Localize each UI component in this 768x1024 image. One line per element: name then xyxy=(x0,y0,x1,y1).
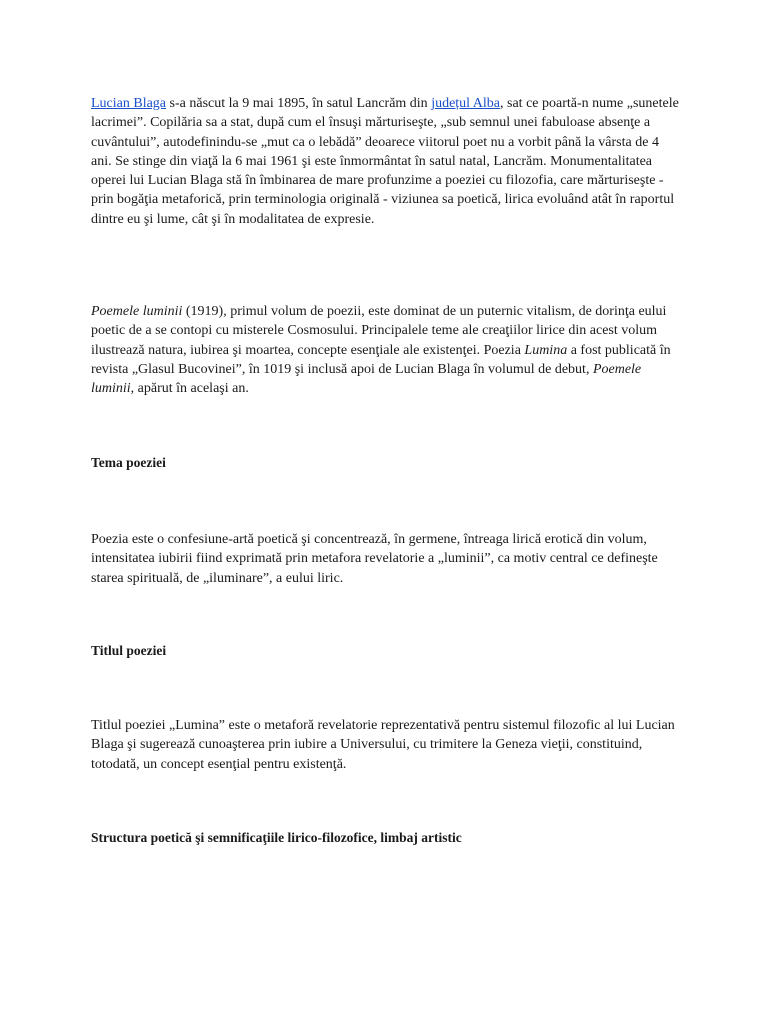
theme-paragraph: Poezia este o confesiune-artă poetică şi concentrează, în germene, întreaga lirică erotică din volum, intensitatea iubirii fiind exprimată prin metafora revelatorie a „luminii”, ca motiv central ce defineşte starea spirituală, de „iluminare”, a eului liric. xyxy=(91,532,658,586)
section-heading-structura: Structura poetică şi semnificaţiile lirico-filozofice, limbaj artistic xyxy=(91,830,462,845)
volume-title-italic: Poemele luminii xyxy=(91,304,183,319)
biography-text-2: , sat ce poartă-n nume „sunetele lacrimei”. Copilăria sa a stat, după cum el însuşi mărturiseşte, „sub semnul unei fabuloase absenţe a cuvântului”, autodefinindu-se „mut ca o lebădă” deoarece viitorul poet nu a vorbit până la vârsta de 4 ani. Se stinge din viaţă la 6 mai 1961 şi este înmormântat în satul natal, Lancrăm. Monumentalitatea operei lui Lucian Blaga stă în îmbinarea de mare profunzime a poeziei cu filozofia, care mărturiseşte - prin bogăţia metaforică, prin terminologia originală - viziunea sa poetică, lirica evoluând atât în raportul dintre eu şi lume, cât şi în modalitatea de expresie. xyxy=(91,96,679,227)
section-heading-tema: Tema poeziei xyxy=(91,455,166,470)
judetul-alba-link[interactable]: județul Alba xyxy=(431,96,501,111)
volume-text-3: , apărut în acelaşi an. xyxy=(130,381,249,397)
biography-text-1: s-a născut la 9 mai 1895, în satul Lancrăm din xyxy=(166,96,432,111)
lucian-blaga-link[interactable]: Lucian Blaga xyxy=(91,96,167,111)
volume-text-2: a fost publicată în revista „Glasul Bucovinei”, în 1019 şi inclusă apoi de Lucian Blaga în volumul de debut, xyxy=(91,342,671,377)
title-paragraph: Titlul poeziei „Lumina” este o metaforă revelatorie reprezentativă pentru sistemul filozofic al lui Lucian Blaga şi sugerează cunoaşterea prin iubire a Universului, cu trimitere la Geneza vieţii, constituind, totodată, un concept esenţial pentru existenţă. xyxy=(91,718,675,772)
section-heading-titlul: Titlul poeziei xyxy=(91,643,167,658)
volume-title-italic-2: Poemele luminii xyxy=(91,361,642,397)
poem-title-italic: Lumina xyxy=(524,342,568,358)
volume-text-1: (1919), primul volum de poezii, este dominat de un puternic vitalism, de dorinţa eului poetic de a se contopi cu misterele Cosmosului. Principalele teme ale creaţiilor lirice din acest volum ilustrează natura, iubirea şi moartea, concepte esenţiale ale existenţei. Poezia xyxy=(91,304,667,358)
volume-paragraph xyxy=(91,302,681,398)
biography-paragraph xyxy=(91,94,681,229)
